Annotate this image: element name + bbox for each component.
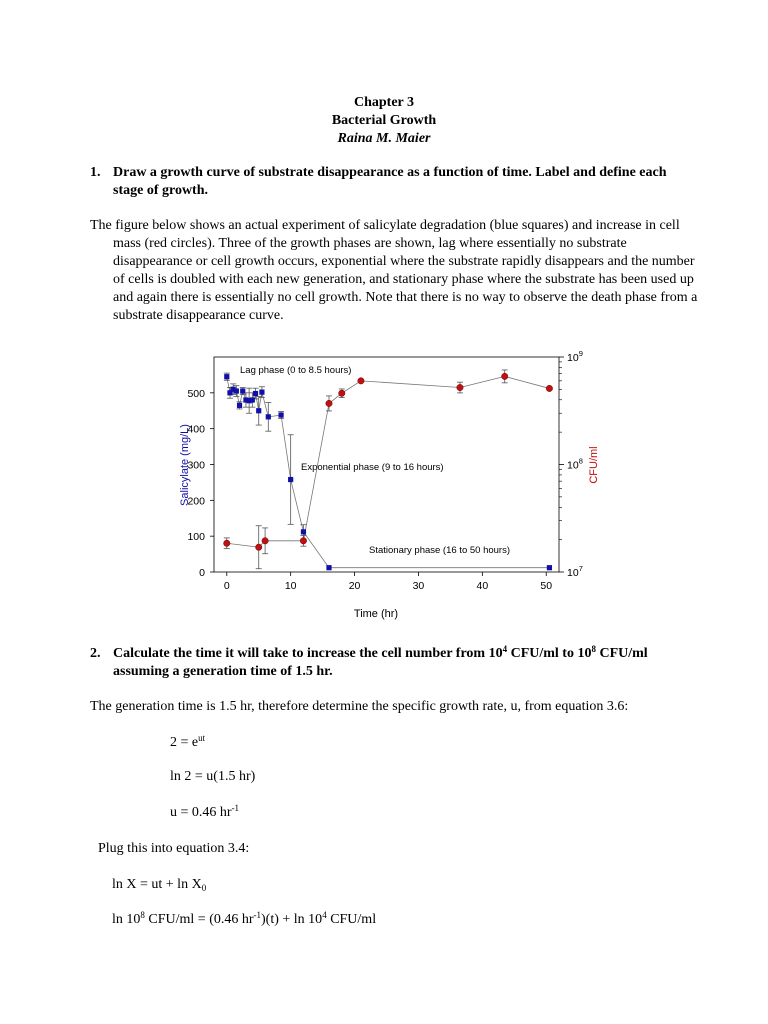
equation-4-sub: 0 xyxy=(201,883,207,893)
question-1 xyxy=(90,164,690,200)
equation-1-base: 2 = e xyxy=(170,735,199,750)
y-left-tick-label: 0 xyxy=(199,567,205,579)
equation-4 xyxy=(112,876,206,894)
equation-3 xyxy=(170,804,239,822)
salicylate-point xyxy=(547,565,552,570)
salicylate-point xyxy=(256,408,261,413)
equation-2: ln 2 = u(1.5 hr) xyxy=(170,769,256,784)
salicylate-point xyxy=(326,565,331,570)
annotation-exponential-phase: Exponential phase (9 to 16 hours) xyxy=(301,462,444,473)
equation-3-exp: -1 xyxy=(231,803,240,813)
x-tick-label: 50 xyxy=(540,580,553,592)
cfu-point xyxy=(339,390,345,396)
question-2-text-a: Calculate the time it will take to increase the cell number from 10 xyxy=(113,646,503,661)
annotation-stationary-phase: Stationary phase (16 to 50 hours) xyxy=(369,545,511,556)
chapter-label: Chapter 3 xyxy=(353,95,415,110)
y-left-tick-label: 300 xyxy=(187,459,205,472)
question-2 xyxy=(90,645,690,681)
equation-5-b: CFU/ml = (0.46 hr xyxy=(144,912,254,927)
author-name: Raina M. Maier xyxy=(337,131,431,146)
y-axis-left xyxy=(187,388,214,579)
salicylate-point xyxy=(266,414,271,419)
cfu-point xyxy=(262,538,268,544)
equation-5 xyxy=(112,911,376,929)
y-axis-right xyxy=(559,349,583,579)
cfu-point xyxy=(256,544,262,550)
x-tick-label: 10 xyxy=(284,580,297,592)
y-right-tick-label: $10^7$ xyxy=(567,564,583,579)
cfu-point xyxy=(501,373,507,379)
equation-5-e2: -1 xyxy=(253,910,262,920)
equation-5-e3: 4 xyxy=(322,910,327,920)
question-1-number: 1. xyxy=(90,165,101,180)
equation-1 xyxy=(170,734,205,752)
equation-4-text: ln X = ut + ln X xyxy=(112,877,202,892)
document-header xyxy=(0,94,768,148)
x-axis xyxy=(224,572,552,592)
question-2-text xyxy=(90,645,690,681)
salicylate-point xyxy=(259,390,264,395)
y-axis-right-label: CFU/ml xyxy=(588,446,600,484)
x-tick-label: 0 xyxy=(223,580,230,592)
y-right-tick-label: $10^8$ xyxy=(567,456,583,472)
question-2-number: 2. xyxy=(90,646,101,661)
y-left-tick-label: 100 xyxy=(187,531,205,544)
cfu-point xyxy=(546,385,552,391)
x-tick-label: 40 xyxy=(476,580,489,592)
x-tick-label: 30 xyxy=(412,580,425,592)
equation-5-e1: 8 xyxy=(140,910,145,920)
cfu-point xyxy=(457,384,463,390)
y-left-tick-label: 500 xyxy=(187,387,205,400)
x-axis-label: Time (hr) xyxy=(353,608,399,620)
salicylate-point xyxy=(301,529,306,534)
x-tick-label: 20 xyxy=(348,580,361,592)
equation-5-c: )(t) + ln 10 xyxy=(261,912,323,927)
y-right-tick-label: $10^9$ xyxy=(567,349,583,364)
y-left-tick-label: 400 xyxy=(187,423,205,436)
salicylate-point xyxy=(278,412,283,417)
chapter-title: Bacterial Growth xyxy=(331,113,437,128)
cfu-point xyxy=(224,540,230,546)
y-left-tick-label: 200 xyxy=(187,495,205,508)
salicylate-point xyxy=(224,374,229,379)
equation-5-d: CFU/ml xyxy=(326,912,377,927)
cfu-point xyxy=(326,400,332,406)
plug-instruction: Plug this into equation 3.4: xyxy=(98,841,250,856)
salicylate-point xyxy=(237,403,242,408)
question-2-exp-a: 4 xyxy=(502,644,508,654)
salicylate-point xyxy=(250,397,255,402)
question-1-text: Draw a growth curve of substrate disappearance as a function of time. Label and define each stage of growth. xyxy=(113,165,667,198)
salicylate-point xyxy=(288,477,293,482)
y-axis-left-label: Salicylate (mg/L) xyxy=(179,424,191,506)
cfu-point xyxy=(300,538,306,544)
cfu-point xyxy=(358,378,364,384)
answer-2-intro: The generation time is 1.5 hr, therefore determine the specific growth rate, u, from equation 3.6: xyxy=(90,699,629,714)
equation-5-a: ln 10 xyxy=(112,912,141,927)
question-2-text-b: CFU/ml to 10 xyxy=(507,646,592,661)
question-2-text-c: CFU/ml assuming a generation time of 1.5 hr. xyxy=(113,646,648,679)
salicylate-point xyxy=(253,391,258,396)
answer-1-paragraph: The figure below shows an actual experiment of salicylate degradation (blue squares) and increase in cell mass (red circles). Three of the growth phases are shown, lag where essentially no substrate disappearance or cell growth occurs, exponential where the substrate rapidly disappears and the number of cells is doubled with each new generation, and stationary phase where the substrate has been used up and again there is essentially no cell growth. Note that there is no way to observe the death phase from a substrate disappearance curve. xyxy=(90,218,698,323)
question-2-exp-b: 8 xyxy=(591,644,596,654)
salicylate-point xyxy=(234,388,239,393)
growth-curve-chart xyxy=(164,347,600,620)
annotation-lag-phase: Lag phase (0 to 8.5 hours) xyxy=(240,365,352,376)
salicylate-point xyxy=(240,388,245,393)
equation-3-base: u = 0.46 hr xyxy=(170,805,232,820)
equation-1-exp: ut xyxy=(198,733,206,743)
